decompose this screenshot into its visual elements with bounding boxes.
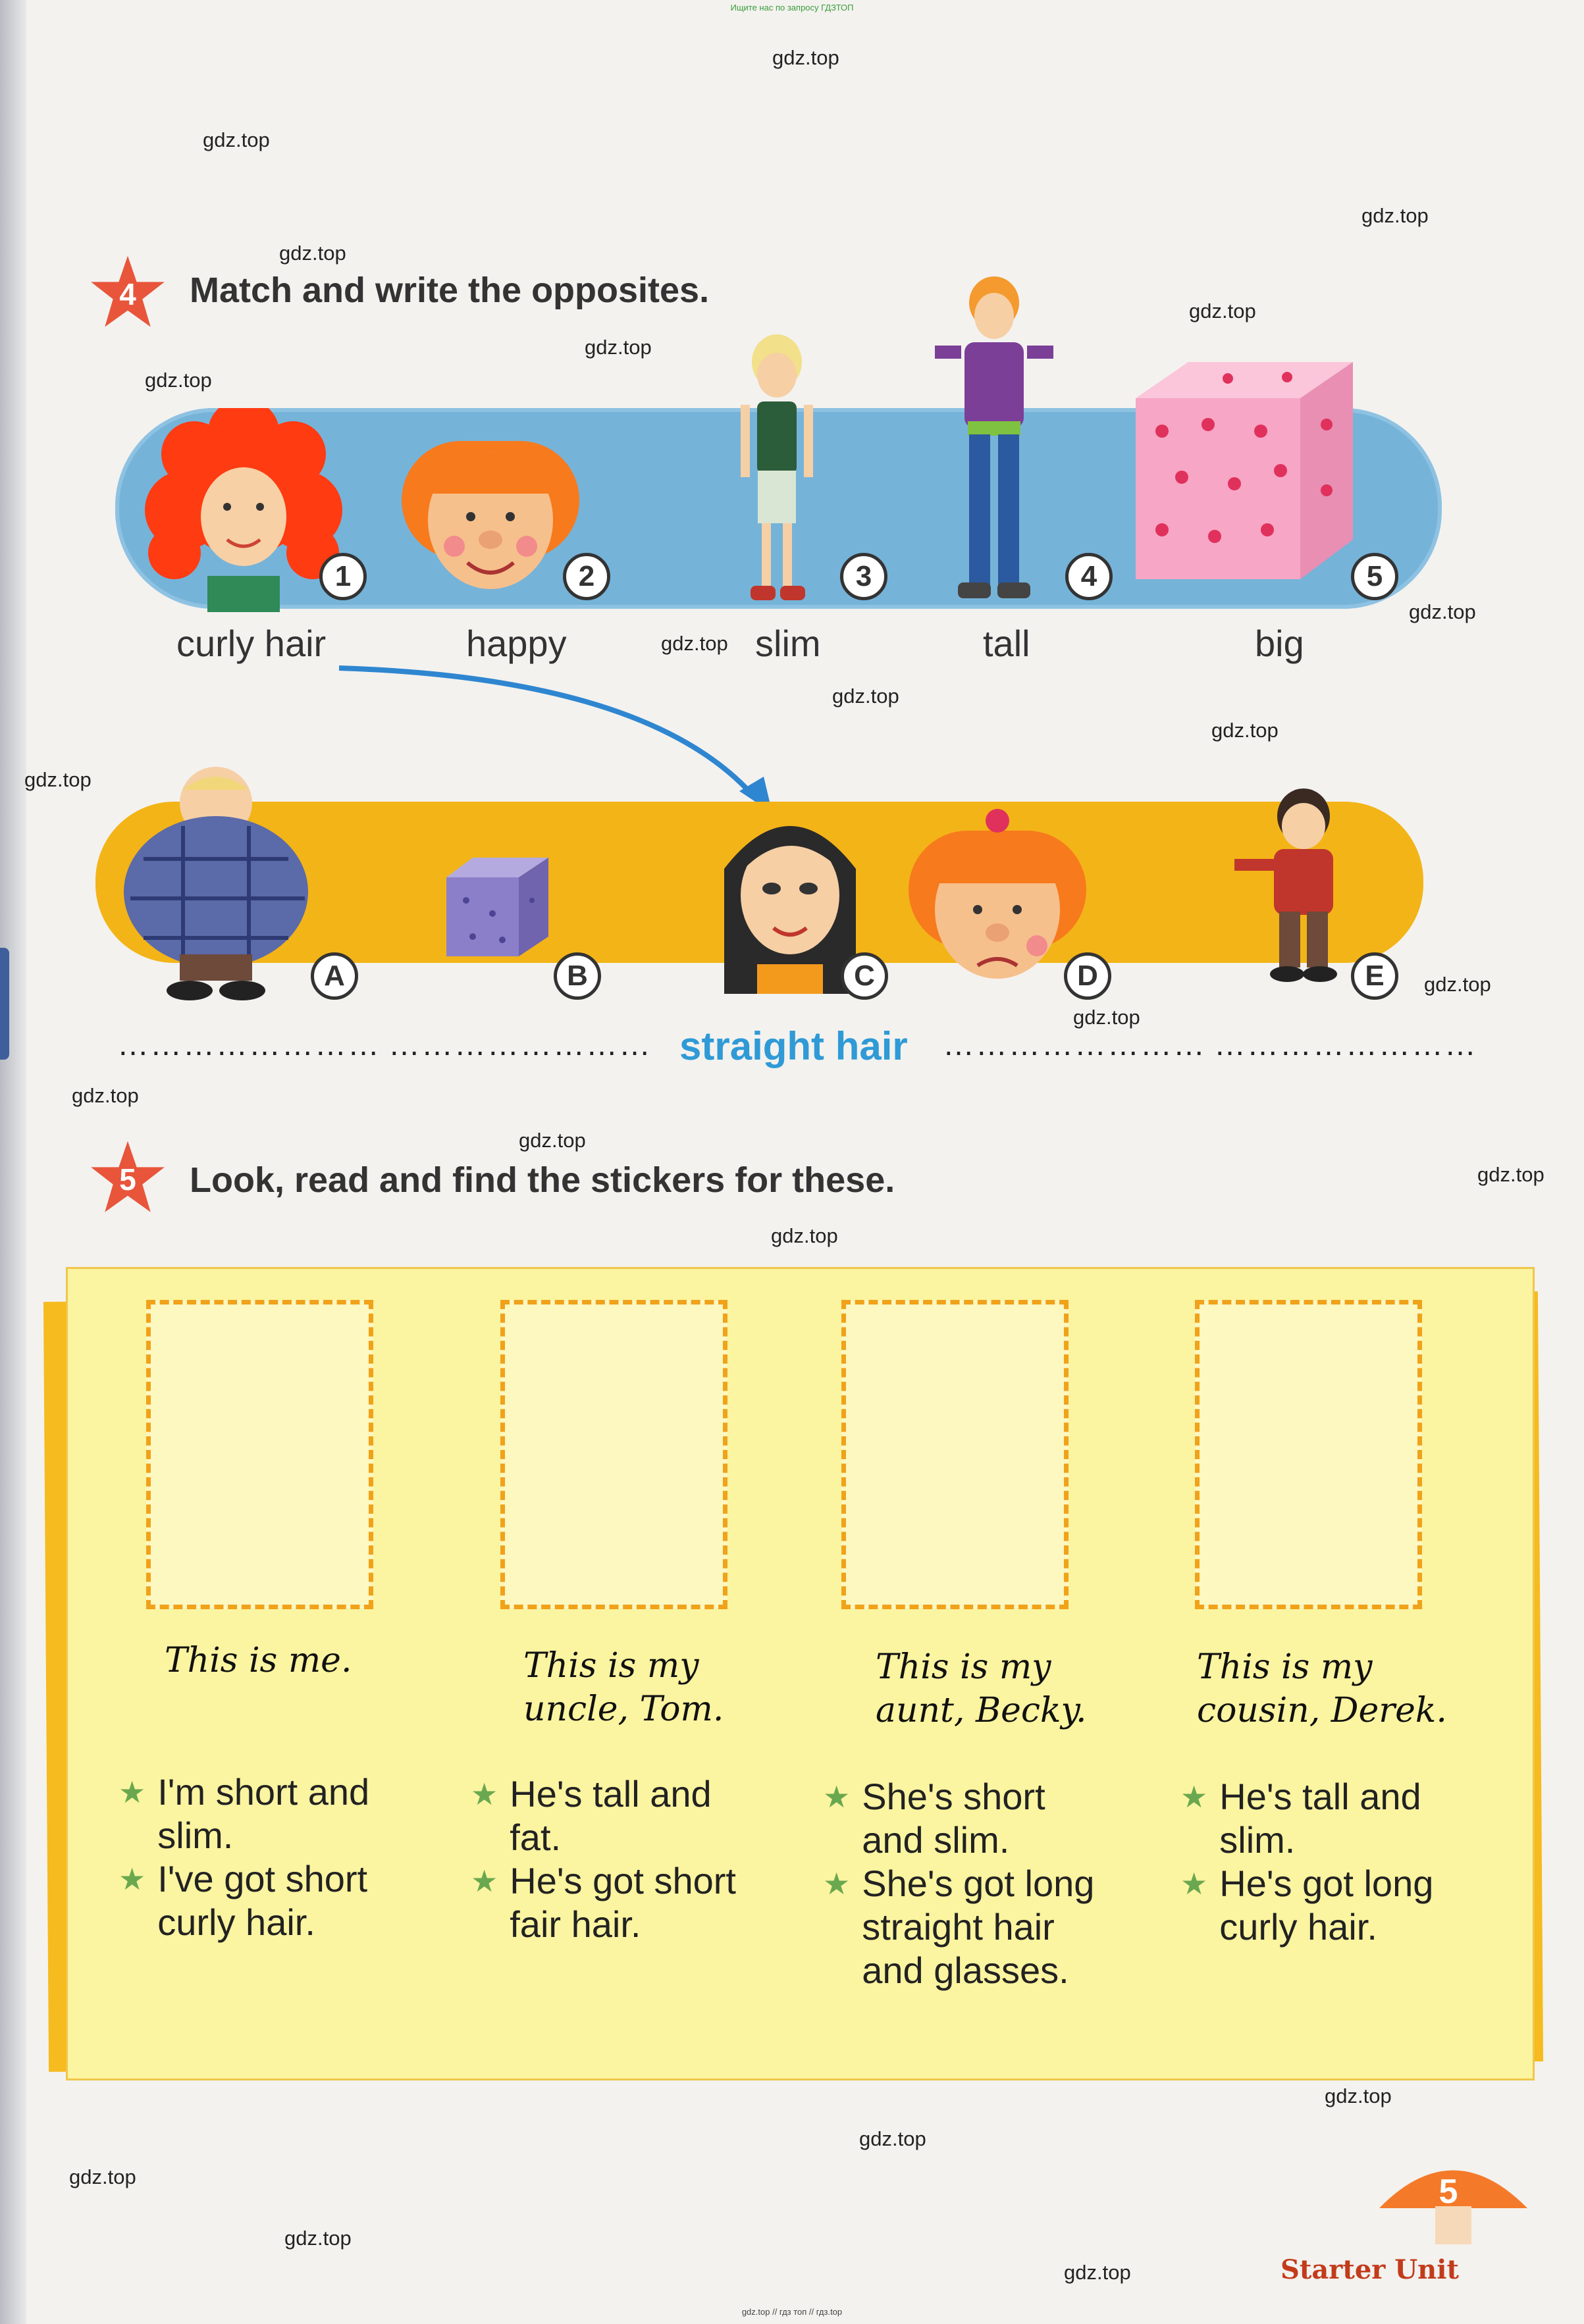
example-answer: straight hair <box>679 1024 908 1068</box>
watermark: gdz.top <box>203 128 270 151</box>
watermark: gdz.top <box>1424 973 1491 996</box>
description-text: She's got long straight hair and glasses. <box>862 1863 1095 1991</box>
description-text: She's short and slim. <box>862 1776 1045 1861</box>
caption-line: This is my <box>523 1646 699 1686</box>
exercise-5-instruction: Look, read and find the stickers for these. <box>190 1160 895 1200</box>
star-bullet-icon: ★ <box>823 1867 851 1901</box>
watermark: gdz.top <box>772 46 839 69</box>
watermark: gdz.top <box>1073 1006 1140 1029</box>
word-label: big <box>1255 623 1304 664</box>
description-text: He's tall and slim. <box>1219 1776 1421 1861</box>
answer-line[interactable]: …………………… <box>943 1027 1206 1062</box>
caption-line: cousin, Derek. <box>1197 1691 1447 1730</box>
caption-line: uncle, Tom. <box>523 1690 724 1729</box>
description-column-2 <box>471 1772 754 1946</box>
watermark: gdz.top <box>1064 2261 1131 2284</box>
description-column-1 <box>119 1770 402 1944</box>
watermark: gdz.top <box>1409 600 1476 623</box>
item-number-badge: 3 <box>840 553 887 600</box>
handwritten-caption <box>876 1645 1087 1732</box>
answer-line[interactable]: …………………… <box>1214 1027 1477 1062</box>
star-bullet-icon: ★ <box>823 1780 851 1814</box>
tall-boy-illustration <box>922 273 1067 615</box>
description-column-3 <box>823 1775 1106 1992</box>
item-letter-badge: B <box>554 952 601 1000</box>
item-letter-badge: E <box>1351 952 1398 1000</box>
sticker-slot[interactable] <box>841 1300 1069 1609</box>
small-box-illustration <box>440 854 555 960</box>
word-label: slim <box>755 623 821 664</box>
description-text: He's got short fair hair. <box>510 1860 736 1945</box>
caption-line: aunt, Becky. <box>876 1691 1087 1730</box>
star-bullet-icon: ★ <box>1180 1867 1208 1901</box>
watermark: gdz.top <box>1477 1163 1544 1186</box>
unit-label: Starter Unit <box>1280 2254 1459 2285</box>
caption-line: This is my <box>876 1647 1051 1687</box>
description-text: I've got short curly hair. <box>157 1858 368 1943</box>
description-text: He's got long curly hair. <box>1219 1863 1434 1948</box>
star-bullet-icon: ★ <box>119 1862 146 1896</box>
exercise-5-star-icon <box>87 1139 169 1220</box>
watermark: gdz.top <box>1325 2084 1392 2107</box>
exercise-4-number: 4 <box>119 277 136 311</box>
star-bullet-icon: ★ <box>119 1775 146 1809</box>
word-label: curly hair <box>176 623 327 664</box>
page-binding-shadow <box>0 0 26 2324</box>
watermark: gdz.top <box>69 2165 136 2188</box>
item-letter-badge: D <box>1064 952 1111 1000</box>
big-gift-box-illustration <box>1129 359 1379 582</box>
watermark: gdz.top <box>832 684 899 708</box>
description-text: He's tall and fat. <box>510 1773 712 1858</box>
fat-boy-illustration <box>117 767 341 1004</box>
star-bullet-icon: ★ <box>471 1777 498 1811</box>
watermark: gdz.top <box>1361 204 1429 227</box>
header-banner: Ищите нас по запросу ГДЗТОП <box>730 3 854 13</box>
short-boy-illustration <box>1221 783 1373 987</box>
exercise-4-star-icon <box>87 253 169 335</box>
watermark: gdz.top <box>585 336 652 359</box>
item-number-badge: 2 <box>563 553 610 600</box>
watermark: gdz.top <box>859 2127 926 2150</box>
word-label: happy <box>466 623 567 664</box>
exercise-5-number: 5 <box>119 1162 136 1197</box>
watermark: gdz.top <box>24 768 92 791</box>
caption-line: This is me. <box>165 1641 352 1680</box>
watermark: gdz.top <box>72 1084 139 1107</box>
page-edge-tab <box>0 948 9 1060</box>
item-number-badge: 5 <box>1351 553 1398 600</box>
description-column-4 <box>1180 1775 1470 1949</box>
item-letter-badge: C <box>841 952 888 1000</box>
slim-boy-illustration <box>714 326 839 615</box>
answer-line[interactable]: …………………… <box>388 1027 652 1062</box>
item-number-badge: 4 <box>1065 553 1113 600</box>
watermark: gdz.top <box>771 1224 838 1247</box>
description-text: I'm short and slim. <box>157 1771 370 1856</box>
item-number-badge: 1 <box>319 553 367 600</box>
star-bullet-icon: ★ <box>1180 1780 1208 1814</box>
sticker-slot[interactable] <box>1195 1300 1422 1609</box>
watermark: gdz.top <box>1189 299 1256 323</box>
exercise-4-instruction: Match and write the opposites. <box>190 271 710 310</box>
footer-banner: gdz.top // гдз топ // гдз.top <box>741 2307 843 2317</box>
handwritten-caption <box>165 1639 352 1682</box>
caption-line: This is my <box>1197 1647 1373 1687</box>
example-arrow-icon <box>332 652 780 816</box>
watermark: gdz.top <box>279 242 346 265</box>
word-label: tall <box>983 623 1030 664</box>
sticker-slot[interactable] <box>500 1300 727 1609</box>
watermark: gdz.top <box>284 2227 352 2250</box>
page-number: 5 <box>1439 2173 1458 2211</box>
handwritten-caption <box>1197 1645 1447 1732</box>
handwritten-caption <box>523 1644 724 1731</box>
watermark: gdz.top <box>145 369 212 392</box>
watermark: gdz.top <box>1211 719 1279 742</box>
watermark: gdz.top <box>519 1129 586 1152</box>
watermark: gdz.top <box>661 632 728 655</box>
item-letter-badge: A <box>311 952 358 1000</box>
answer-line[interactable]: …………………… <box>117 1027 381 1062</box>
star-bullet-icon: ★ <box>471 1864 498 1898</box>
sticker-slot[interactable] <box>146 1300 373 1609</box>
